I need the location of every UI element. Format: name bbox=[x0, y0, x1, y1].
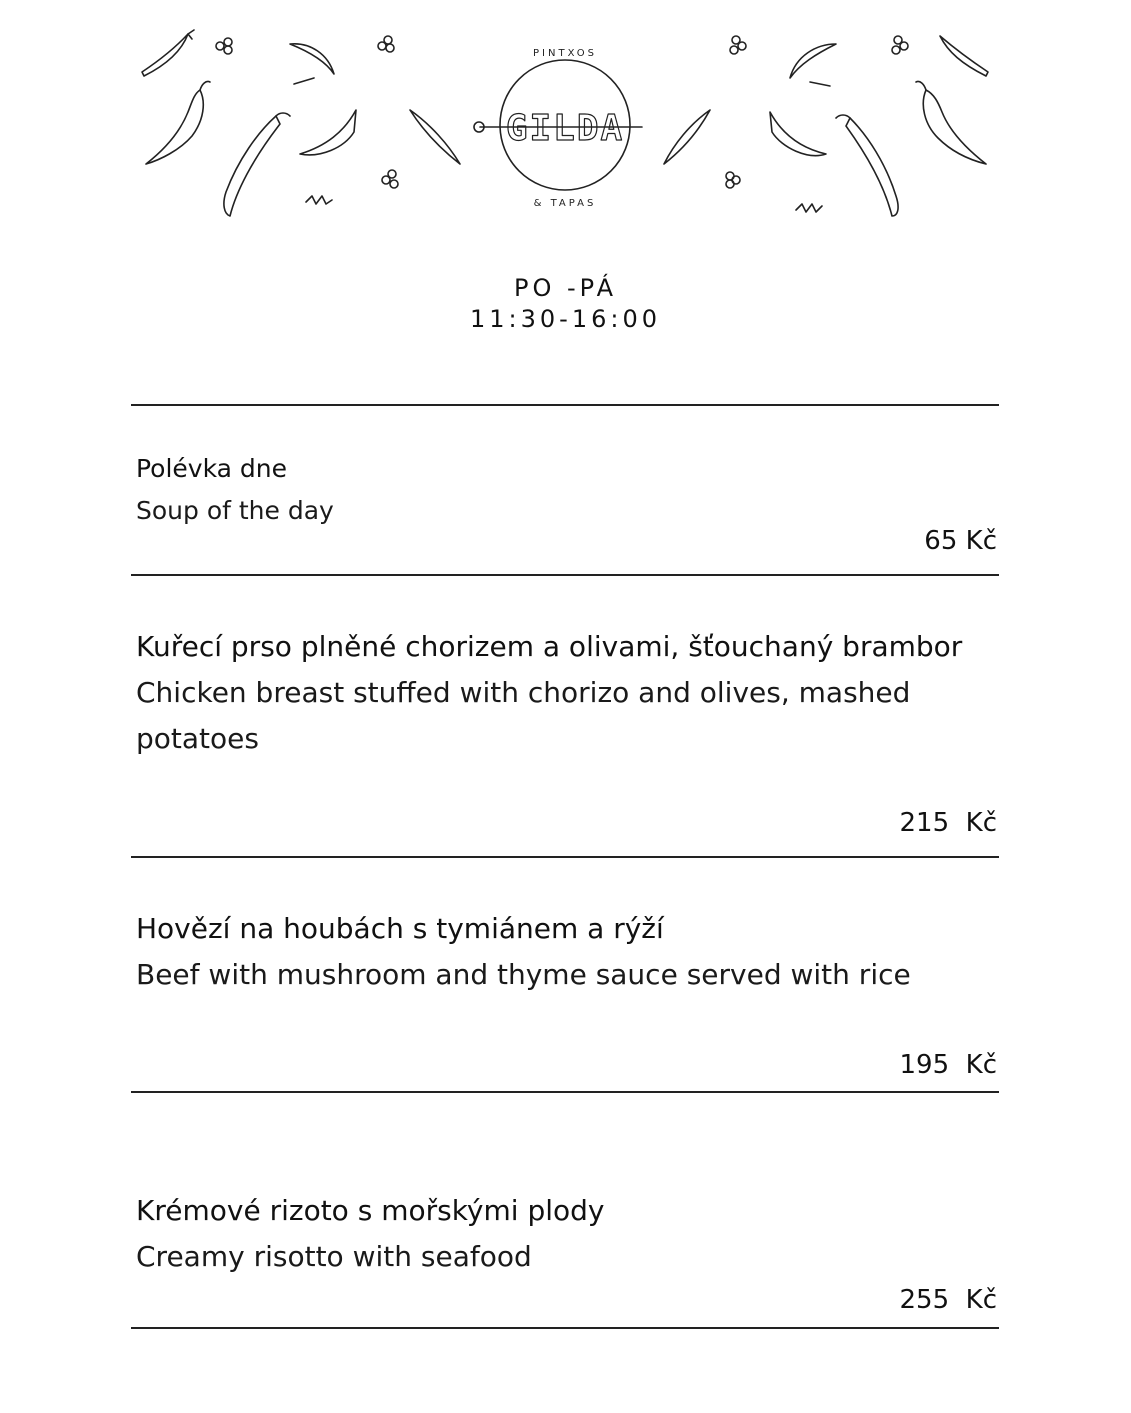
header-illustration bbox=[130, 20, 1000, 230]
opening-hours: 11:30-16:00 bbox=[470, 305, 661, 333]
item-price: 65 Kč bbox=[924, 526, 997, 556]
zigzag-icon bbox=[796, 204, 822, 212]
chili-pepper-icon bbox=[224, 113, 290, 216]
gilda-logo bbox=[474, 48, 642, 209]
item-name-en: Soup of the day bbox=[136, 496, 334, 525]
item-name-cz: Krémové rizoto s mořskými plody bbox=[136, 1194, 605, 1227]
divider bbox=[131, 1091, 999, 1093]
zigzag-icon bbox=[306, 196, 332, 204]
clover-icon bbox=[378, 36, 394, 52]
clover-icon bbox=[726, 172, 740, 188]
chili-pepper-icon bbox=[836, 115, 898, 216]
chili-pepper-icon bbox=[146, 81, 210, 164]
menu-item bbox=[136, 624, 996, 762]
anchovy-icon bbox=[142, 30, 194, 76]
item-name-cz: Kuřecí prso plněné chorizem a olivami, šťouchaný brambor bbox=[136, 630, 963, 663]
item-name-en: Beef with mushroom and thyme sauce served with rice bbox=[136, 958, 911, 991]
item-price: 255 Kč bbox=[899, 1285, 997, 1315]
anchovy-icon bbox=[410, 110, 460, 164]
opening-days: PO -PÁ bbox=[513, 274, 617, 302]
item-name-en: Creamy risotto with seafood bbox=[136, 1240, 532, 1273]
divider bbox=[131, 1327, 999, 1329]
chili-pepper-icon bbox=[290, 44, 334, 74]
menu-item bbox=[136, 906, 996, 998]
anchovy-icon bbox=[664, 110, 710, 164]
item-name-en: Chicken breast stuffed with chorizo and olives, mashed potatoes bbox=[136, 676, 911, 755]
clover-icon bbox=[892, 36, 908, 54]
chili-pepper-icon bbox=[770, 112, 826, 156]
divider bbox=[131, 856, 999, 858]
chili-pepper-icon bbox=[790, 44, 836, 78]
clover-icon bbox=[216, 38, 232, 54]
divider bbox=[131, 574, 999, 576]
divider bbox=[131, 404, 999, 406]
logo-top-text: PINTXOS bbox=[533, 48, 597, 59]
chili-pepper-icon bbox=[300, 110, 356, 155]
item-name-cz: Hovězí na houbách s tymiánem a rýží bbox=[136, 912, 664, 945]
item-price: 195 Kč bbox=[899, 1050, 997, 1080]
menu-item bbox=[136, 448, 996, 532]
dash-icon bbox=[294, 78, 314, 84]
menu-item bbox=[136, 1188, 996, 1280]
item-price: 215 Kč bbox=[899, 808, 997, 838]
chili-pepper-icon bbox=[916, 81, 986, 164]
logo-bottom-text: & TAPAS bbox=[533, 198, 597, 209]
anchovy-icon bbox=[940, 36, 988, 76]
logo-name: GILDA bbox=[505, 108, 625, 149]
clover-icon bbox=[382, 170, 398, 188]
item-name-cz: Polévka dne bbox=[136, 454, 288, 483]
clover-icon bbox=[730, 36, 746, 54]
dash-icon bbox=[810, 82, 830, 86]
